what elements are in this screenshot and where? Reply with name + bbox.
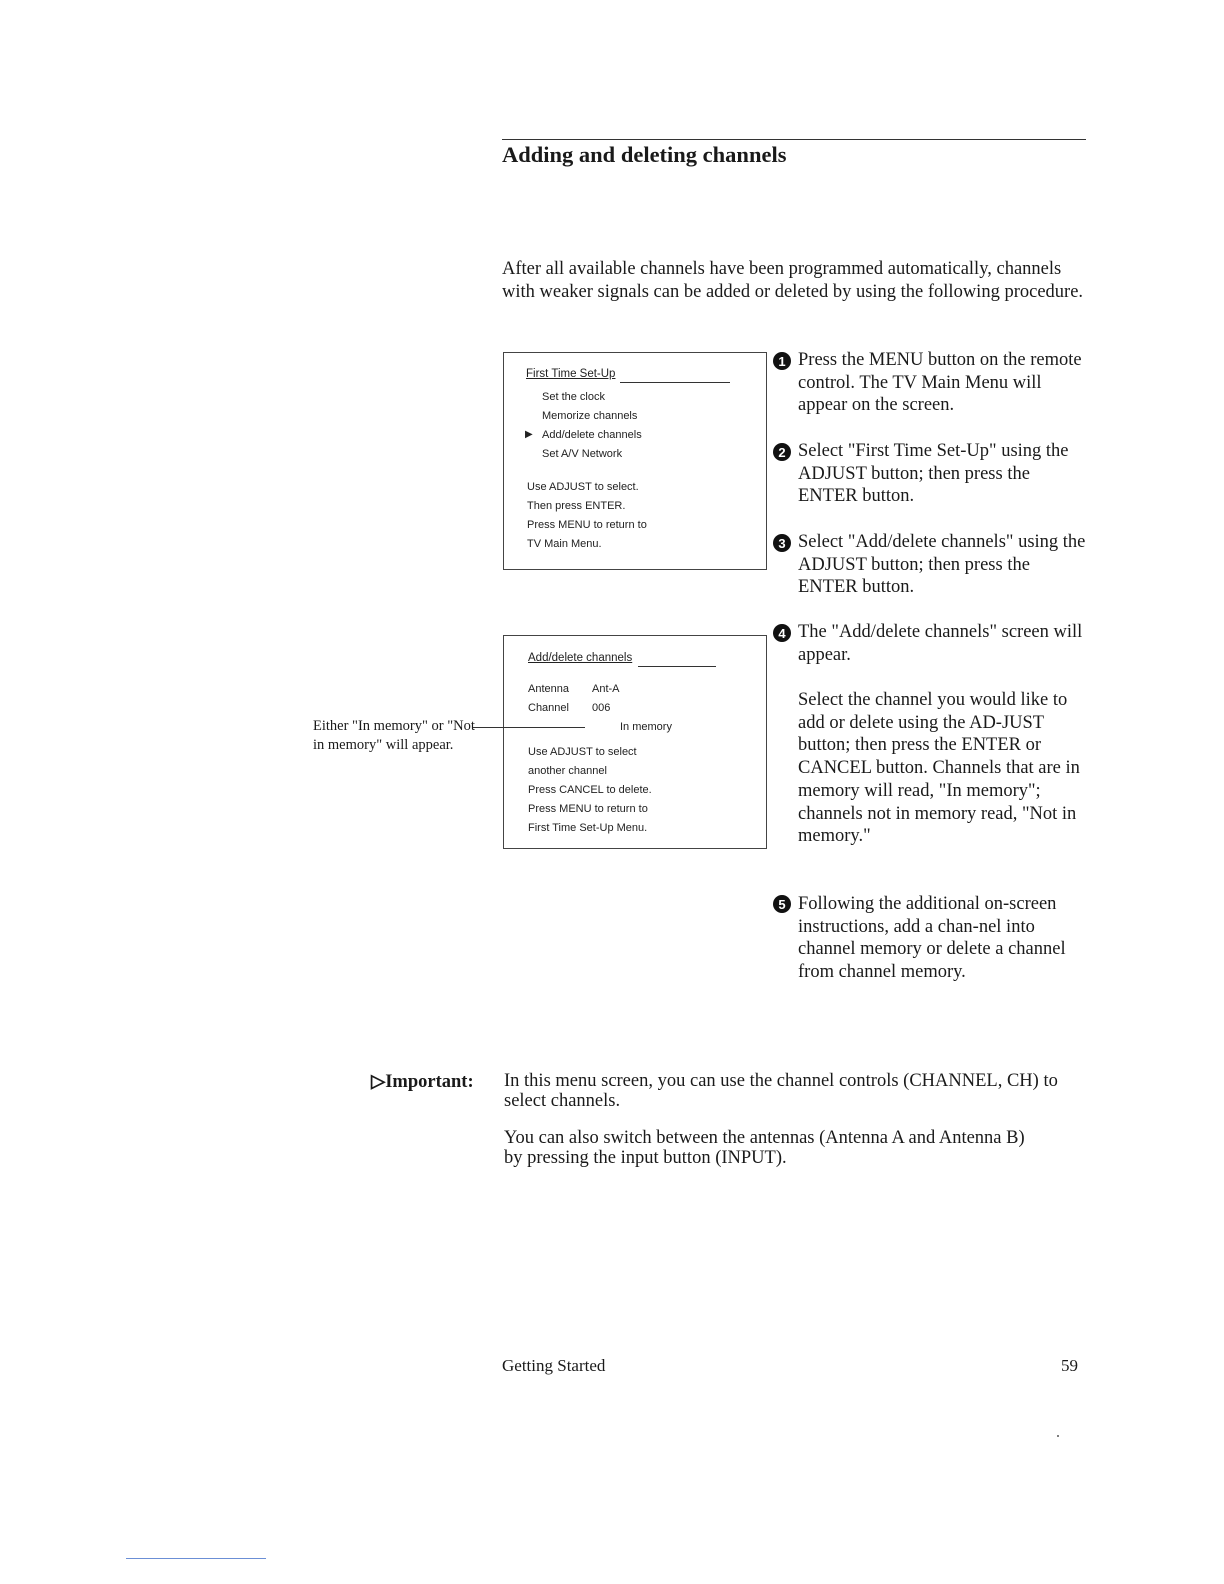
important-paragraph-2: You can also switch between the antennas (Antenna A and Antenna B) by pressing the input button (INPUT). <box>504 1128 1025 1168</box>
memory-callout-note: Either "In memory" or "Not in memory" will appear. <box>313 718 475 753</box>
first-time-setup-screen <box>503 352 767 570</box>
screen2-instruction-3: Press CANCEL to delete. <box>528 784 652 796</box>
page-title: Adding and deleting channels <box>502 142 787 167</box>
important-paragraph-1: In this menu screen, you can use the channel controls (CHANNEL, CH) to select channels. <box>504 1071 1058 1111</box>
memory-status: In memory <box>620 721 672 733</box>
step-2-text: Select "First Time Set-Up" using the ADJUST button; then press the ENTER button. <box>798 441 1069 507</box>
intro-paragraph: After all available channels have been programmed automatically, channels with weaker signals can be added or deleted by using the following procedure. <box>502 259 1084 302</box>
step-5-bullet-icon: 5 <box>773 895 791 913</box>
screen2-instruction-2: another channel <box>528 765 607 777</box>
screen2-instruction-5: First Time Set-Up Menu. <box>528 822 648 834</box>
step-3-text: Select "Add/delete channels" using the ADJUST button; then press the ENTER button. <box>798 532 1086 598</box>
screen1-instruction-4: TV Main Menu. <box>527 538 602 550</box>
memory-callout-line <box>473 727 585 728</box>
screen1-instruction-3: Press MENU to return to <box>527 519 647 531</box>
screen2-instruction-1: Use ADJUST to select <box>528 746 637 758</box>
step-4-detail: Select the channel you would like to add or delete using the AD-JUST button; then press the ENTER or CANCEL button. Channels that are in memory will read, "In memory"; channels not in memory read, "Not in memory." <box>798 690 1080 847</box>
step-4-bullet-icon: 4 <box>773 624 791 642</box>
step-2-bullet-icon: 2 <box>773 443 791 461</box>
heading-rule <box>502 139 1086 140</box>
step-5-text: Following the additional on-screen instructions, add a chan-nel into channel memory or delete a channel from channel memory. <box>798 894 1066 983</box>
menu-item-set-av-network: Set A/V Network <box>542 448 623 460</box>
scan-dot <box>1057 1435 1059 1437</box>
screen1-instruction-1: Use ADJUST to select. <box>527 481 639 493</box>
important-label: ▷Important: <box>371 1072 474 1092</box>
bottom-rule <box>126 1558 266 1559</box>
step-1-bullet-icon: 1 <box>773 352 791 370</box>
antenna-value: Ant-A <box>592 683 620 695</box>
menu-item-memorize-channels: Memorize channels <box>542 410 638 422</box>
channel-value: 006 <box>592 702 611 714</box>
selected-arrow-icon: ▶ <box>525 429 533 440</box>
channel-label: Channel <box>528 702 569 714</box>
step-3-bullet-icon: 3 <box>773 534 791 552</box>
page-number: 59 <box>1061 1356 1078 1375</box>
screen1-title: First Time Set-Up <box>526 368 616 380</box>
screen2-title-line <box>638 666 716 667</box>
screen2-title: Add/delete channels <box>528 652 633 664</box>
step-4-text: The "Add/delete channels" screen will appear. <box>798 622 1083 665</box>
menu-item-set-clock: Set the clock <box>542 391 605 403</box>
step-1-text: Press the MENU button on the remote control. The TV Main Menu will appear on the screen. <box>798 350 1082 416</box>
menu-item-add-delete-channels: Add/delete channels <box>542 429 642 441</box>
screen2-instruction-4: Press MENU to return to <box>528 803 648 815</box>
screen1-instruction-2: Then press ENTER. <box>527 500 626 512</box>
add-delete-channels-screen <box>503 635 767 849</box>
antenna-label: Antenna <box>528 683 569 695</box>
footer-section: Getting Started <box>502 1356 606 1375</box>
screen1-title-line <box>620 382 730 383</box>
